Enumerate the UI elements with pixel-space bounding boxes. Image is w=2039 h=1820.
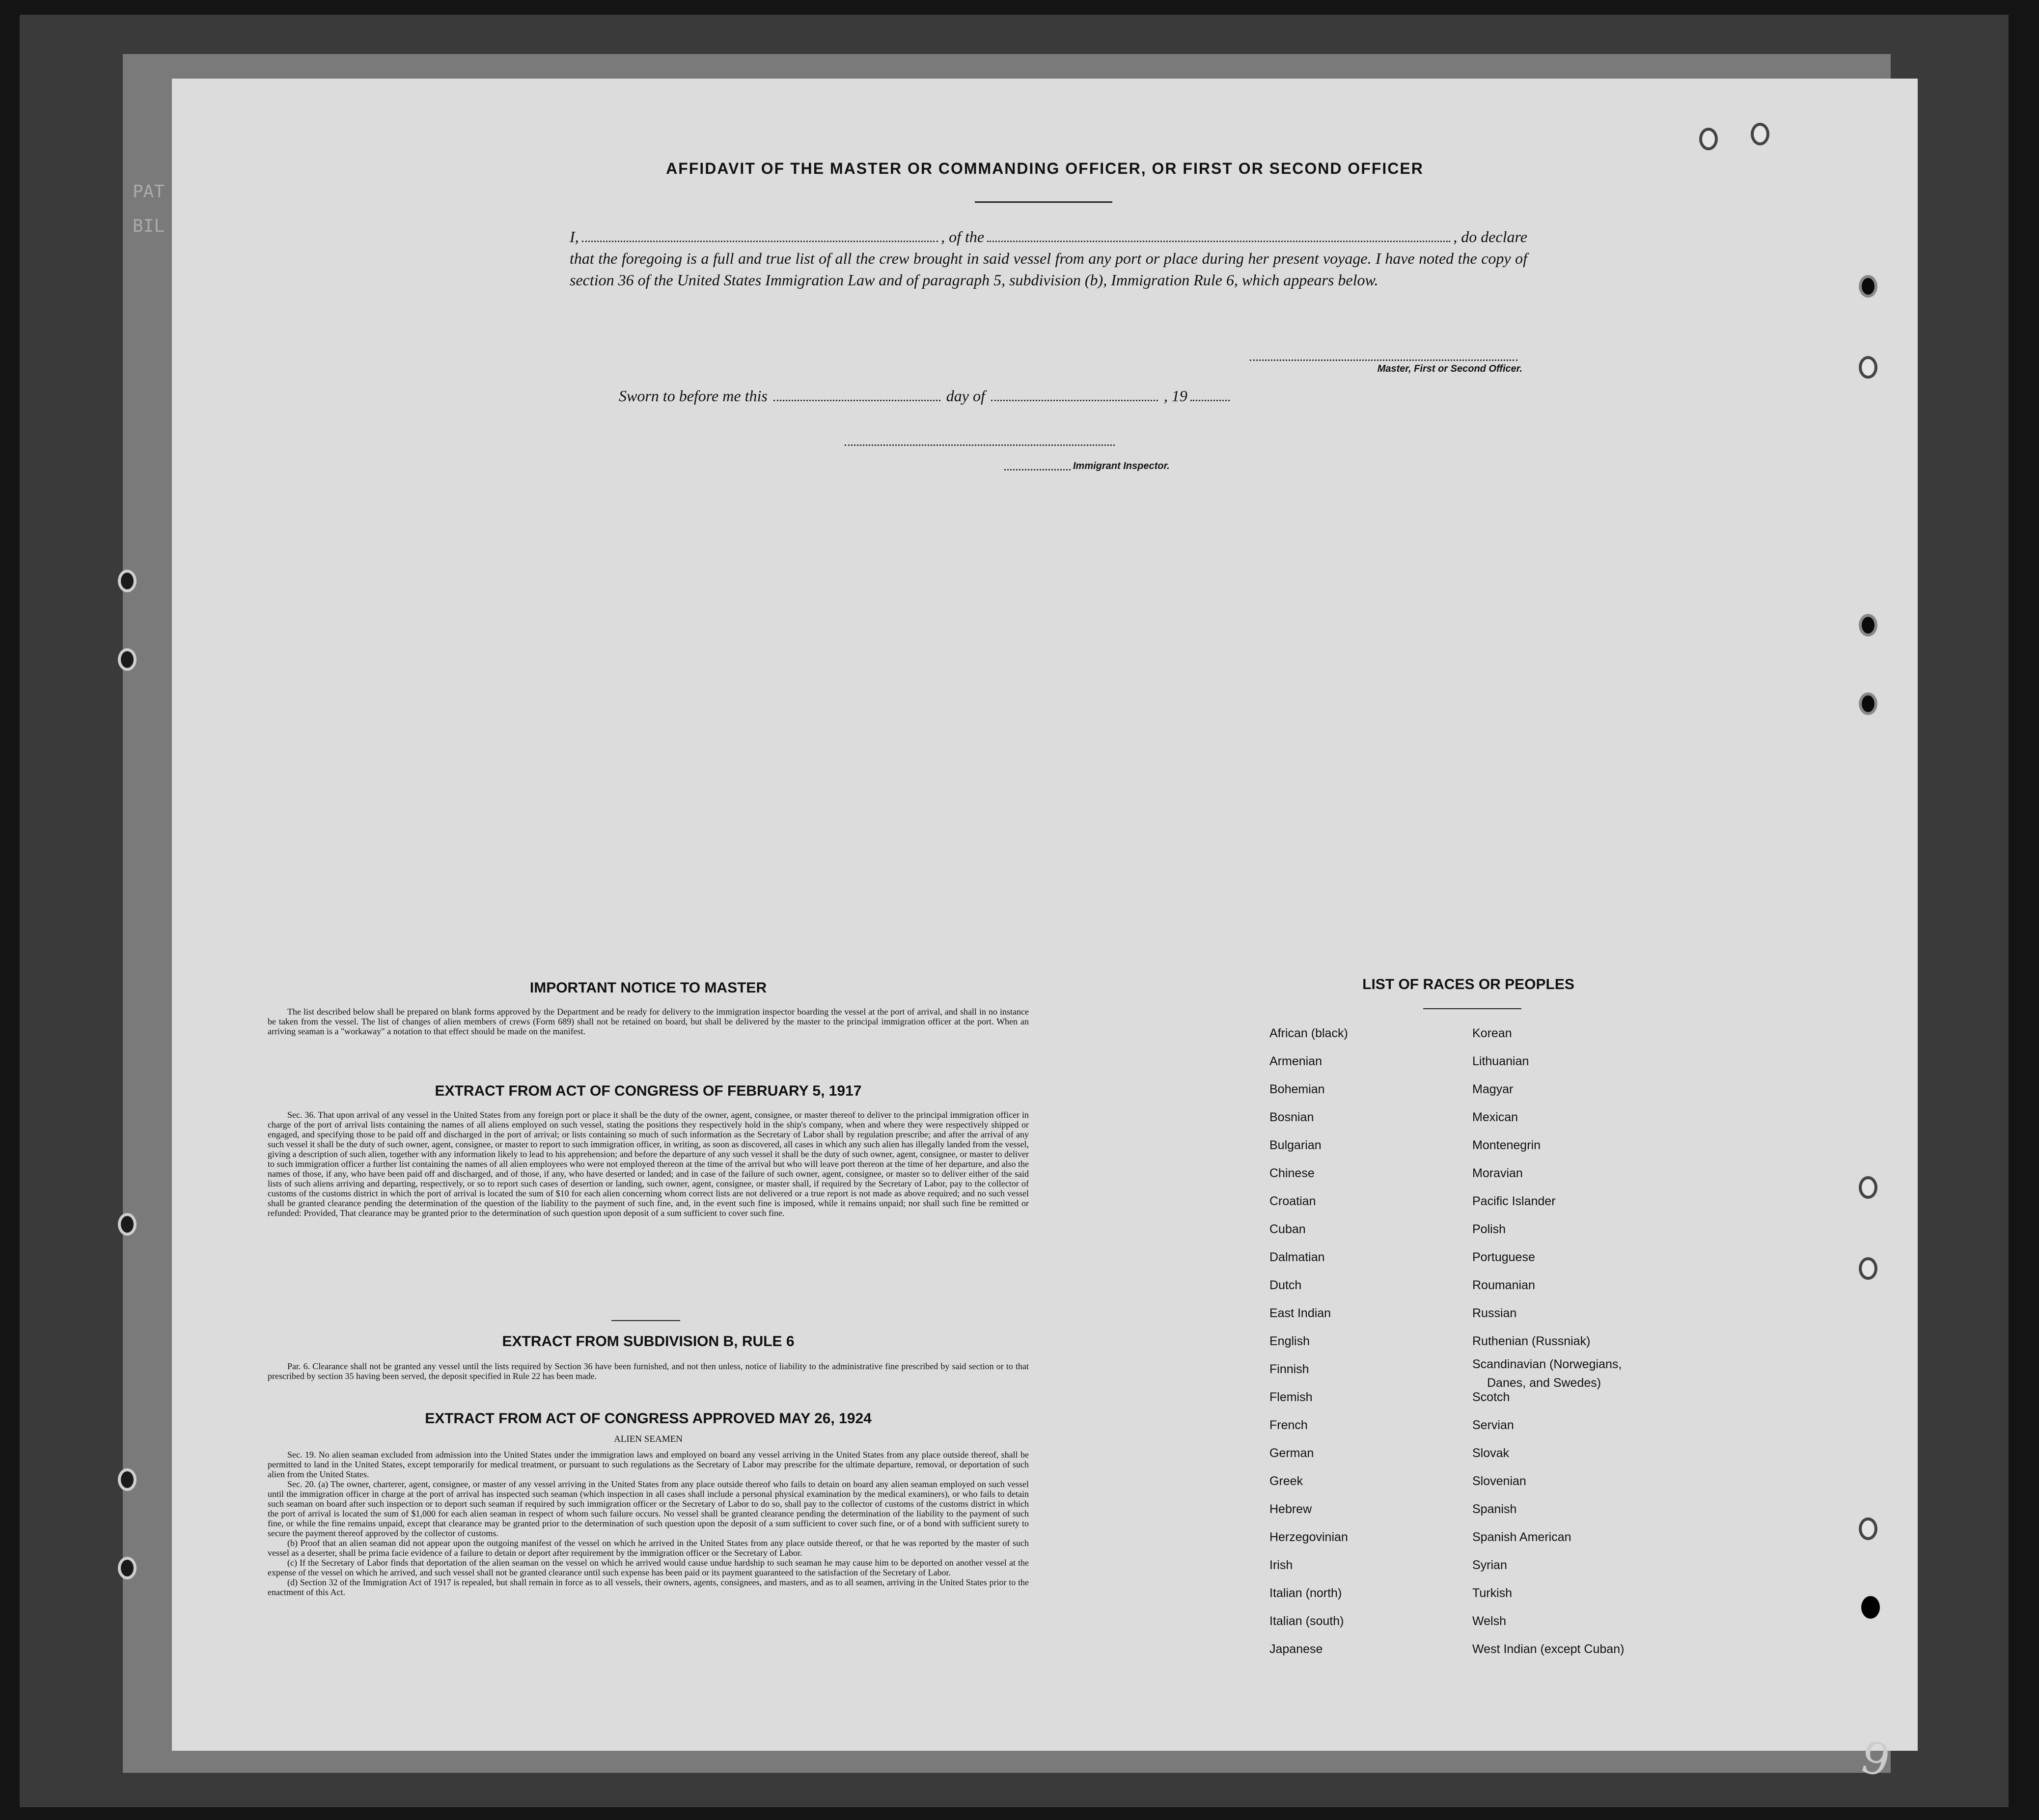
- race-item: Italian (south): [1269, 1614, 1344, 1628]
- affidavit-i: I,: [570, 228, 579, 246]
- race-item: Scotch: [1472, 1390, 1510, 1404]
- sworn-year: , 19: [1163, 387, 1187, 405]
- name-blank: [582, 241, 938, 242]
- binder-hole: [1699, 128, 1718, 150]
- race-item: Ruthenian (Russniak): [1472, 1334, 1591, 1348]
- sworn-line: [619, 387, 1454, 405]
- affidavit-title: AFFIDAVIT OF THE MASTER OR COMMANDING OFFICER, OR FIRST OR SECOND OFFICER: [666, 160, 1424, 177]
- binder-hole: [1859, 1257, 1877, 1280]
- race-item: Irish: [1269, 1558, 1293, 1572]
- race-item: Russian: [1472, 1306, 1517, 1320]
- binder-hole: [1859, 692, 1877, 715]
- notice-heading: IMPORTANT NOTICE TO MASTER: [529, 980, 767, 996]
- affidavit-text: [570, 226, 1527, 291]
- affidavit-declare: , do declare: [1453, 228, 1527, 246]
- master-signature-line: [1250, 359, 1517, 361]
- section-rule: [611, 1320, 680, 1321]
- race-item: German: [1269, 1446, 1314, 1460]
- race-item: Italian (north): [1269, 1586, 1342, 1600]
- race-item: Moravian: [1472, 1166, 1523, 1180]
- races-heading: LIST OF RACES OR PEOPLES: [1362, 976, 1574, 993]
- binder-hole: [1859, 275, 1877, 298]
- binder-hole: [1859, 1517, 1877, 1540]
- race-item: Dalmatian: [1269, 1250, 1325, 1264]
- race-item: Herzegovinian: [1269, 1530, 1348, 1544]
- binder-hole: [1751, 123, 1769, 145]
- title-rule: [975, 201, 1112, 203]
- binder-hole: [118, 1213, 137, 1236]
- race-item: Bohemian: [1269, 1082, 1325, 1096]
- race-item: English: [1269, 1334, 1310, 1348]
- inspector-dots: [1004, 469, 1071, 470]
- inspector-signature-line: [845, 444, 1115, 446]
- extract-1917-paragraph: Sec. 36. That upon arrival of any vessel in the United States from any foreign port or place it shall be the duty of the owner, agent, consignee, or master thereof to deliver to the principal immigration officer in charge of the port of arrival lists containing the names of all aliens employed on such vessel, stating the positions they respectively hold in the ship's company, when and where they were respectively shipped or engaged, and specifying those to be paid off and discharged in the port of arrival; or lists containing so much of such information as the Secretary of Labor shall by regulation prescribe; and after the arrival of any such vessel it shall be the duty of such owner, agent, consignee, or master to report to such immigration officer, in writing, as soon as discovered, all cases in which any such alien has illegally landed from the vessel, giving a description of such alien, together with any information likely to lead to his apprehension; and before the departure of any such vessel it shall be the duty of such owner, agent, consignee, or master to deliver to such immigration officer a further list containing the names of all alien employees who were not employed thereon at the time of the arrival but who will leave port thereon at the time of her departure, and also the names of those, if any, who have been paid off and discharged, and of those, if any, who have deserted or landed; and in case of the failure of such owner, agent, consignee, or master so to deliver either of the said lists of such aliens arriving and departing, respectively, or so to report such cases of desertion or landing, such owner, agent, consignee, or master shall, if required by the Secretary of Labor, pay to the collector of customs of the customs district in which the port of arrival is located the sum of $10 for each alien concerning whom correct lists are not delivered or a true report is not made as above required; and no such vessel shall be granted clearance pending the determination of the question of the liability to the payment of such fine, and, in the event such fine is imposed, while it remains unpaid; nor shall such fine be remitted or refunded: Provided, That clearance may be granted prior to the determination of such question upon deposit of a sum sufficient to cover such fine.: [268, 1110, 1029, 1218]
- binder-hole: [1859, 1176, 1877, 1199]
- binder-hole: [118, 648, 137, 671]
- race-item: Lithuanian: [1472, 1054, 1529, 1068]
- race-item: Finnish: [1269, 1362, 1309, 1376]
- sec19-paragraph: Sec. 19. No alien seaman excluded from admission into the United States under the immigration laws and employed on board any vessel arriving in the United States from any place outside thereof, shall be permitted to land in the United States, except temporarily for medical treatment, or pursuant to such regulations as the Secretary of Labor may prescribe for the ultimate departure, removal, or deportation of such alien from the United States.: [268, 1450, 1029, 1479]
- race-item: Pacific Islander: [1472, 1194, 1556, 1208]
- race-item: Magyar: [1472, 1082, 1514, 1096]
- race-item: Flemish: [1269, 1390, 1313, 1404]
- sec20c-paragraph: (c) If the Secretary of Labor finds that deportation of the alien seaman on the vessel on which he arrived would cause undue hardship to such seaman he may cause him to be deported on another vessel at the expense of the vessel on which he arrived, and such vessel shall not be granted clearance until such expense has been paid or its payment guaranteed to the satisfaction of the Secretary of Labor.: [268, 1558, 1029, 1577]
- race-item: Polish: [1472, 1222, 1506, 1236]
- race-item: Spanish American: [1472, 1530, 1571, 1544]
- race-item: Montenegrin: [1472, 1138, 1541, 1152]
- race-item: Slovenian: [1472, 1474, 1526, 1488]
- manifest-sheet: [172, 79, 1918, 1751]
- race-item: Armenian: [1269, 1054, 1322, 1068]
- race-item: Turkish: [1472, 1586, 1513, 1600]
- race-item: Roumanian: [1472, 1278, 1535, 1292]
- extract-1924-text: [268, 1450, 1029, 1597]
- extract-rule6-text: [268, 1361, 1029, 1381]
- master-signature-label: Master, First or Second Officer.: [1377, 363, 1522, 374]
- race-item: Portuguese: [1472, 1250, 1535, 1264]
- race-item: Slovak: [1472, 1446, 1510, 1460]
- sec20b-paragraph: (b) Proof that an alien seaman did not appear upon the outgoing manifest of the vessel on which he arrived in the United States from any place outside thereof, or that he was reported by the master of such vessel as a deserter, shall be prima facie evidence of a failure to detain or deport after requirement by the immigration officer or the Secretary of Labor.: [268, 1538, 1029, 1558]
- margin-mark-pat: PAT: [133, 182, 165, 202]
- sworn-day: day of: [946, 387, 985, 405]
- race-item: Servian: [1472, 1418, 1514, 1432]
- sworn-month-blank: [991, 400, 1158, 401]
- race-item: Japanese: [1269, 1642, 1323, 1656]
- race-item: Greek: [1269, 1474, 1303, 1488]
- race-item: Scandinavian (Norwegians,: [1472, 1357, 1622, 1371]
- affidavit-body: that the foregoing is a full and true list of all the crew brought in said vessel from any port or place during her present voyage. I have noted the copy of section 36 of the United States Immigration Law and of paragraph 5, subdivision (b), Immigration Rule 6, which appears below.: [570, 249, 1527, 289]
- race-item-continuation: Danes, and Swedes): [1487, 1376, 1601, 1390]
- binder-hole: [118, 570, 137, 592]
- race-item: Bulgarian: [1269, 1138, 1322, 1152]
- binder-hole: [1859, 356, 1877, 379]
- sworn-prefix: Sworn to before me this: [619, 387, 768, 405]
- alien-seamen-subheading: ALIEN SEAMEN: [614, 1434, 683, 1444]
- margin-mark-bil: BIL: [133, 216, 165, 236]
- races-rule: [1423, 1008, 1521, 1009]
- sworn-year-blank: [1190, 400, 1230, 401]
- race-item: Mexican: [1472, 1110, 1518, 1124]
- race-item: Bosnian: [1269, 1110, 1314, 1124]
- inspector-label: Immigrant Inspector.: [1073, 461, 1170, 471]
- races-right-column: [1472, 1026, 1718, 1714]
- race-item: Syrian: [1472, 1558, 1507, 1572]
- binder-hole: [118, 1468, 137, 1491]
- race-item: Welsh: [1472, 1614, 1507, 1628]
- race-item: Spanish: [1472, 1502, 1517, 1516]
- binder-hole: [1859, 614, 1877, 636]
- extract-1917-text: [268, 1110, 1029, 1218]
- race-item: Dutch: [1269, 1278, 1302, 1292]
- handwritten-number: 9: [1855, 1731, 1896, 1788]
- vessel-blank: [987, 241, 1450, 242]
- race-item: East Indian: [1269, 1306, 1331, 1320]
- race-item: Croatian: [1269, 1194, 1316, 1208]
- sworn-date-blank: [773, 400, 940, 401]
- race-item: French: [1269, 1418, 1308, 1432]
- binder-hole: [118, 1557, 137, 1579]
- race-item: Korean: [1472, 1026, 1512, 1040]
- binder-hole: [1861, 1596, 1880, 1619]
- notice-paragraph: The list described below shall be prepared on blank forms approved by the Department and be ready for delivery to the immigration inspector boarding the vessel at the port of arrival, and shall in no instance be taken from the vessel. The list of changes of alien members of crews (Form 689) shall not be retained on board, but shall be delivered by the master to the principal immigration officer at the port. When an arriving seaman is a "workaway" a notation to that effect should be made on the manifest.: [268, 1007, 1029, 1036]
- sec20a-paragraph: Sec. 20. (a) The owner, charterer, agent, consignee, or master of any vessel arriving in the United States from any place outside thereof who fails to detain on board any alien seaman employed on such vessel until the immigration officer in charge at the port of arrival has inspected such seaman (which inspection in all cases shall include a personal physical examination by the medical examiners), or who fails to detain such seaman on board after such inspection or to deport such seaman if required by such immigration officer or the Secretary of Labor to do so, shall pay to the collector of customs of the customs district in which the port of arrival is located the sum of $1,000 for each alien seaman in respect of whom such failure occurs. No vessel shall be granted clearance pending the determination of the liability to the payment of such fine, or while the fine remains unpaid, except that clearance may be granted prior to the determination of such question upon the deposit of a sum sufficient to cover such fine, or of a bond with sufficient surety to secure the payment thereof approved by the collector of customs.: [268, 1479, 1029, 1538]
- extract-rule6-paragraph: Par. 6. Clearance shall not be granted any vessel until the lists required by Section 36 have been furnished, and not then unless, notice of liability to the administrative fine prescribed by said section or to that prescribed by section 35 having been served, the deposit specified in Rule 22 has been made.: [268, 1361, 1029, 1381]
- race-item: African (black): [1269, 1026, 1348, 1040]
- races-left-column: [1269, 1026, 1466, 1714]
- sec20d-paragraph: (d) Section 32 of the Immigration Act of 1917 is repealed, but shall remain in force as to all vessels, their owners, agents, consignees, and masters, and as to all seamen, arriving in the United States prior to the enactment of this Act.: [268, 1577, 1029, 1597]
- extract-1917-heading: EXTRACT FROM ACT OF CONGRESS OF FEBRUARY 5, 1917: [435, 1083, 862, 1099]
- affidavit-of: , of the: [941, 228, 985, 246]
- extract-1924-heading: EXTRACT FROM ACT OF CONGRESS APPROVED MAY 26, 1924: [425, 1410, 872, 1427]
- race-item: Chinese: [1269, 1166, 1315, 1180]
- notice-text: [268, 1007, 1029, 1036]
- race-item: Cuban: [1269, 1222, 1306, 1236]
- extract-rule6-heading: EXTRACT FROM SUBDIVISION B, RULE 6: [502, 1333, 795, 1350]
- race-item: Hebrew: [1269, 1502, 1312, 1516]
- race-item: West Indian (except Cuban): [1472, 1642, 1625, 1656]
